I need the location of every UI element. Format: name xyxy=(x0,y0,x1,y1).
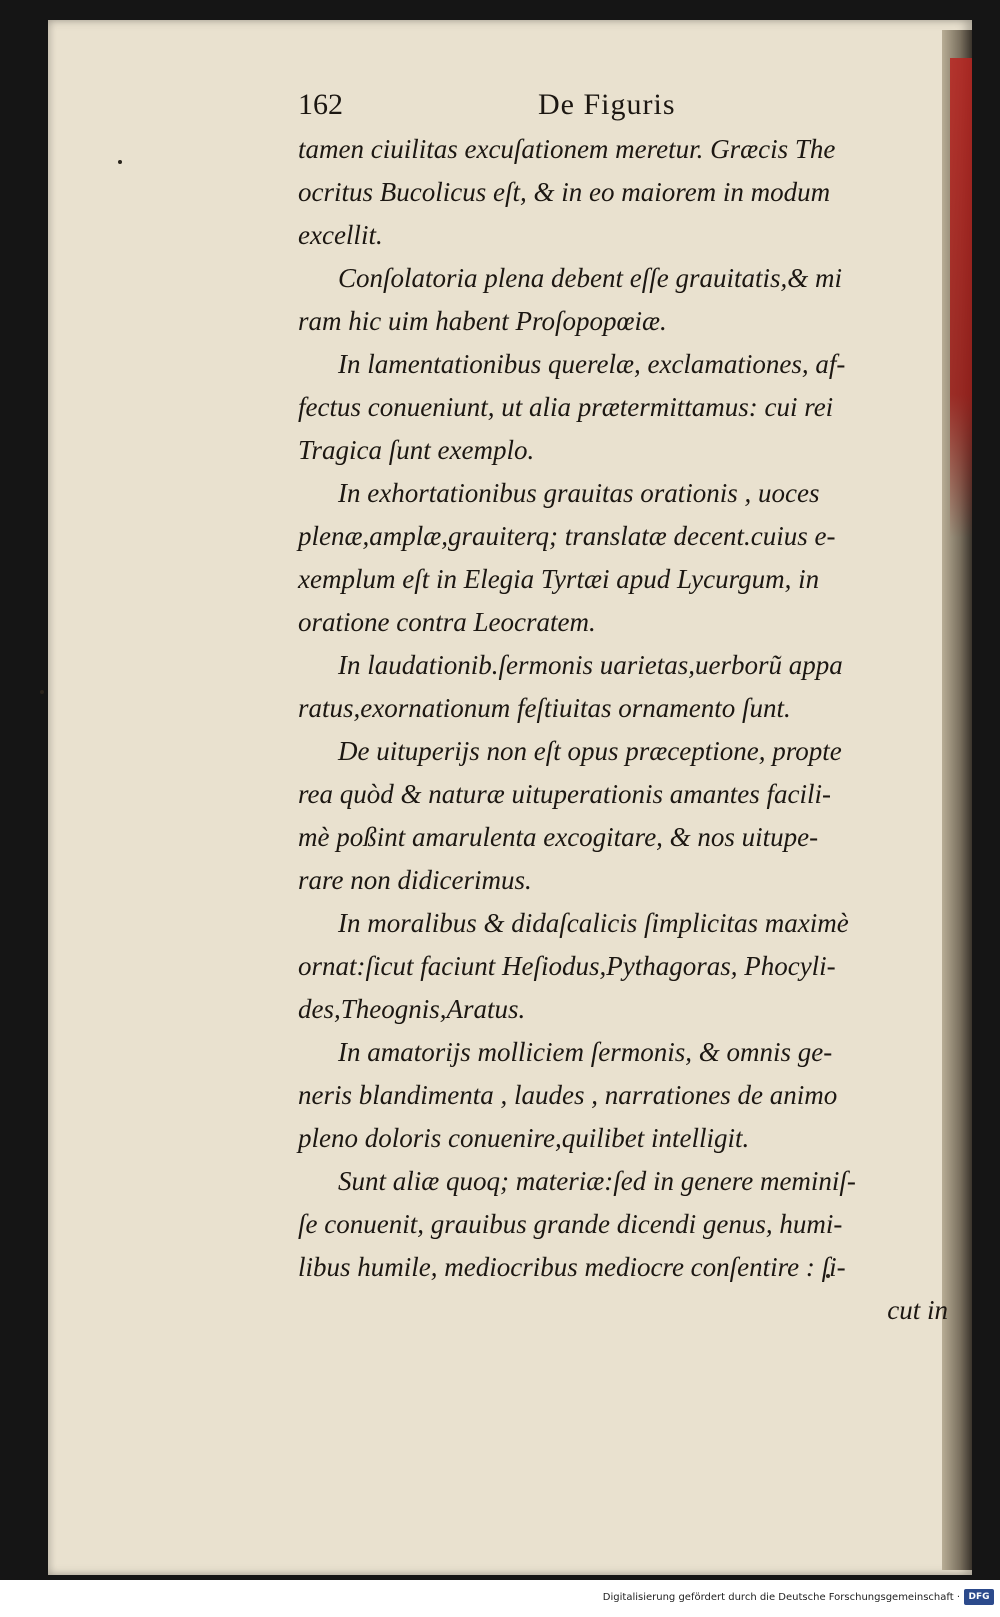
text-line: tamen ciuilitas excuſationem meretur. Græcis The xyxy=(298,134,836,164)
text-line: ſe conuenit, grauibus grande dicendi genus, humi- xyxy=(298,1209,843,1239)
text-line: rare non didicerimus. xyxy=(298,865,532,895)
page-header xyxy=(298,88,938,128)
text-line: De uituperijs non eſt opus præceptione, propte xyxy=(338,736,842,766)
text-line: In lamentationibus querelæ, exclamationes, af- xyxy=(338,349,846,379)
text-line: mè poßint amarulenta excogitare, & nos uitupe- xyxy=(298,822,819,852)
dfg-logo: DFG xyxy=(964,1589,994,1605)
text-line: fectus conueniunt, ut alia prætermittamus: cui rei xyxy=(298,392,834,422)
text-line: oratione contra Leocratem. xyxy=(298,607,596,637)
text-line: ornat:ſicut faciunt Heſiodus,Pythagoras, Phocyli- xyxy=(298,951,836,981)
text-line: In exhortationibus grauitas orationis , uoces xyxy=(338,478,820,508)
running-head: De Figuris xyxy=(538,88,676,121)
text-line: ratus,exornationum feſtiuitas ornamento ſunt. xyxy=(298,693,791,723)
text-line: des,Theognis,Aratus. xyxy=(298,994,526,1024)
text-line: pleno doloris conuenire,quilibet intelligit. xyxy=(298,1123,750,1153)
text-line: excellit. xyxy=(298,220,383,250)
footer-credit: Digitalisierung gefördert durch die Deutsche Forschungsgemeinschaft · xyxy=(602,1592,960,1603)
text-line: ram hic uim habent Proſopopœiæ. xyxy=(298,306,667,336)
body-text xyxy=(298,128,948,1332)
text-line: xemplum eſt in Elegia Tyrtæi apud Lycurgum, in xyxy=(298,564,820,594)
text-line: rea quòd & naturæ uituperationis amantes facili- xyxy=(298,779,831,809)
digitization-footer xyxy=(0,1580,1000,1617)
ink-speck xyxy=(118,160,122,164)
text-line: libus humile, mediocribus mediocre conſentire : ſi- xyxy=(298,1252,846,1282)
text-line: Sunt aliæ quoq; materiæ:ſed in genere meminiſ- xyxy=(338,1166,856,1196)
catchword: cut in xyxy=(887,1295,948,1325)
red-edge-stain xyxy=(950,58,972,538)
folio-number: 162 xyxy=(298,88,343,121)
ink-speck xyxy=(40,690,44,694)
text-line: In amatorijs molliciem ſermonis, & omnis ge- xyxy=(338,1037,833,1067)
text-line: neris blandimenta , laudes , narrationes de animo xyxy=(298,1080,838,1110)
text-line: ocritus Bucolicus eſt, & in eo maiorem in modum xyxy=(298,177,831,207)
text-line: Conſolatoria plena debent eſſe grauitatis,& mi xyxy=(338,263,842,293)
text-line: plenæ,amplæ,grauiterq; translatæ decent.cuius e- xyxy=(298,521,836,551)
text-line: Tragica ſunt exemplo. xyxy=(298,435,535,465)
text-line: In laudationib.ſermonis uarietas,uerborũ appa xyxy=(338,650,843,680)
text-line: In moralibus & didaſcalicis ſimplicitas maximè xyxy=(338,908,849,938)
